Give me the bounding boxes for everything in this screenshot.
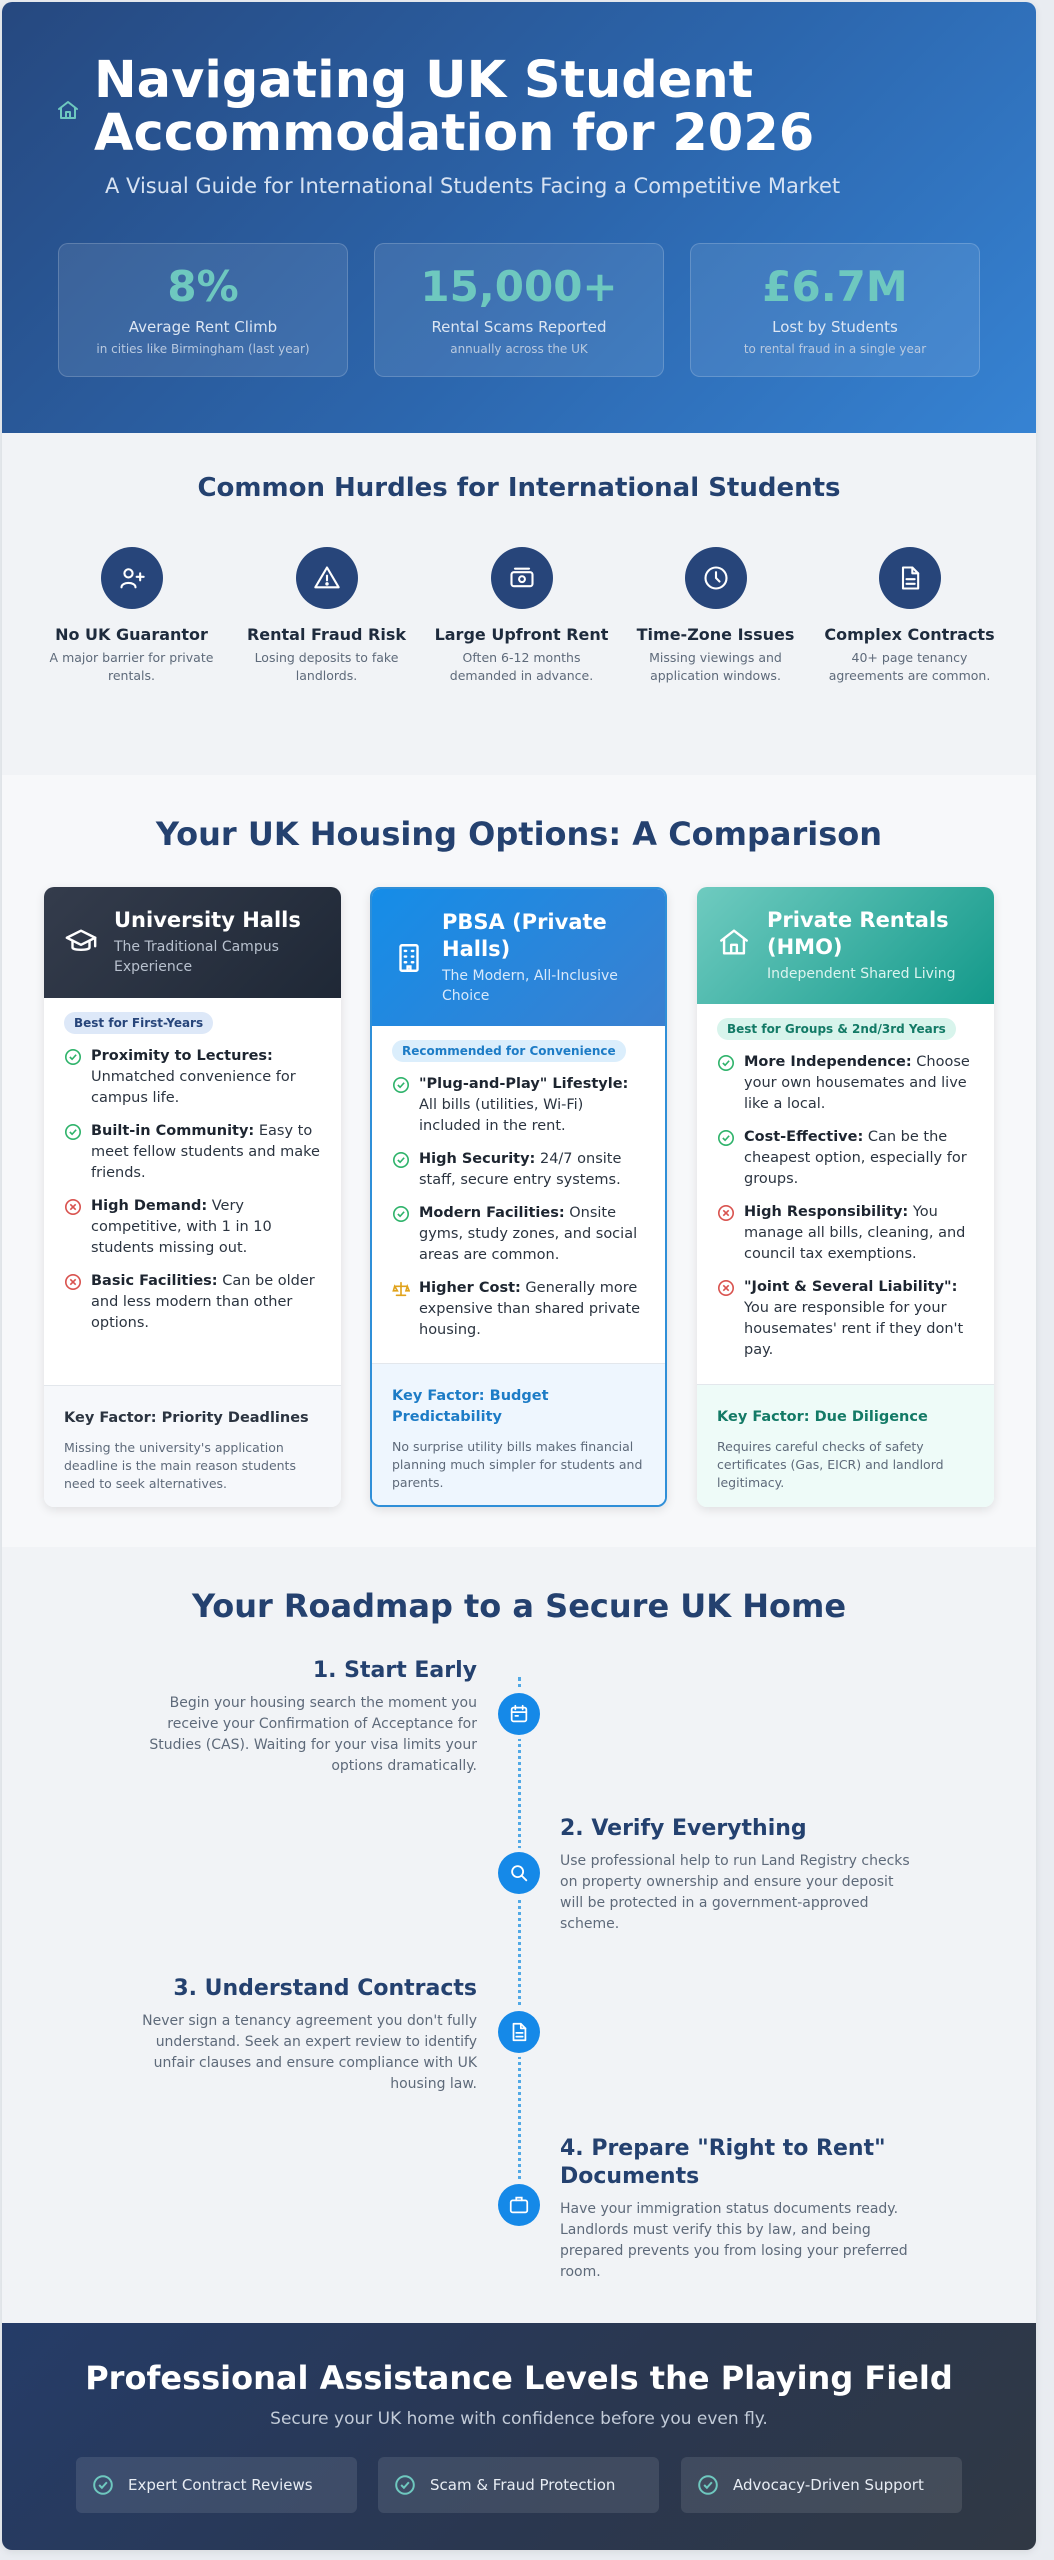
cta-feature bbox=[76, 2457, 357, 2513]
point-bold: More Independence: bbox=[744, 1054, 912, 1070]
roadmap-step bbox=[560, 2135, 915, 2283]
timeline-node bbox=[498, 1693, 540, 1735]
options-title: Your UK Housing Options: A Comparison bbox=[155, 815, 883, 853]
point-text: You manage all bills, cleaning, and council tax exemptions. bbox=[744, 1204, 966, 1262]
timeline-line bbox=[518, 1677, 521, 2217]
clock-icon bbox=[702, 564, 730, 592]
hurdle-desc: Often 6-12 months demanded in advance. bbox=[449, 650, 594, 683]
check-icon bbox=[392, 1151, 410, 1169]
card-badge: Best for Groups & 2nd/3rd Years bbox=[717, 1018, 956, 1040]
stat-value: 8% bbox=[167, 262, 239, 311]
document-icon bbox=[508, 2021, 530, 2043]
card-footer bbox=[697, 1384, 994, 1507]
point-bold: Modern Facilities: bbox=[419, 1205, 565, 1221]
card-point bbox=[64, 1046, 321, 1109]
card-subtitle: The Modern, All-Inclusive Choice bbox=[442, 968, 618, 1004]
check-icon bbox=[392, 1205, 410, 1223]
stat-sub: in cities like Birmingham (last year) bbox=[96, 342, 310, 356]
card-footer bbox=[44, 1385, 341, 1507]
card-point bbox=[717, 1202, 974, 1265]
step-title: 3. Understand Contracts bbox=[173, 1976, 477, 2001]
option-card-pbsa bbox=[370, 887, 667, 1507]
roadmap-step bbox=[122, 1657, 477, 1777]
stat-sub: to rental fraud in a single year bbox=[743, 342, 927, 356]
cross-icon bbox=[64, 1273, 82, 1291]
card-point bbox=[392, 1074, 645, 1137]
point-bold: "Joint & Several Liability": bbox=[744, 1279, 958, 1295]
hurdle-desc: A major barrier for private rentals. bbox=[49, 650, 214, 683]
hurdle-item bbox=[239, 547, 414, 685]
cta-feature bbox=[378, 2457, 659, 2513]
key-factor-title: Key Factor: Budget Predictability bbox=[392, 1388, 549, 1425]
stat-label: Average Rent Climb bbox=[128, 318, 278, 336]
cta-section bbox=[2, 2323, 1036, 2550]
point-bold: High Responsibility: bbox=[744, 1204, 909, 1220]
roadmap-title: Your Roadmap to a Secure UK Home bbox=[191, 1587, 847, 1625]
hurdle-item bbox=[822, 547, 997, 685]
hurdle-title: Time-Zone Issues bbox=[636, 625, 795, 644]
card-badge: Recommended for Convenience bbox=[392, 1040, 626, 1062]
point-text: 24/7 onsite staff, secure entry systems. bbox=[419, 1151, 622, 1188]
option-card-private-rentals bbox=[697, 887, 994, 1507]
point-text: Easy to meet fellow students and make friends. bbox=[91, 1123, 320, 1181]
cta-title: Professional Assistance Levels the Playing Field bbox=[85, 2359, 953, 2397]
hurdle-desc: Losing deposits to fake landlords. bbox=[254, 650, 399, 683]
hurdle-desc: 40+ page tenancy agreements are common. bbox=[828, 650, 991, 683]
roadmap-section bbox=[2, 1547, 1036, 2323]
hurdle-desc: Missing viewings and application windows. bbox=[649, 650, 782, 683]
hurdle-item bbox=[44, 547, 219, 685]
money-icon bbox=[508, 564, 536, 592]
options-section bbox=[2, 775, 1036, 1547]
step-desc: Never sign a tenancy agreement you don't fully understand. Seek an expert review to identify unfair clauses and ensure compliance with UK housing law. bbox=[142, 2013, 477, 2092]
option-card-university-halls bbox=[44, 887, 341, 1507]
point-bold: Built-in Community: bbox=[91, 1123, 255, 1139]
point-text: All bills (utilities, Wi-Fi) included in the rent. bbox=[419, 1097, 584, 1134]
cta-feature-label: Advocacy-Driven Support bbox=[733, 2476, 924, 2494]
stat-label: Rental Scams Reported bbox=[431, 318, 607, 336]
card-title: PBSA (Private Halls) bbox=[442, 910, 607, 961]
point-text: Very competitive, with 1 in 10 students missing out. bbox=[91, 1198, 272, 1256]
hurdles-title: Common Hurdles for International Students bbox=[197, 473, 841, 503]
step-title: 2. Verify Everything bbox=[560, 1816, 807, 1841]
stat-value: 15,000+ bbox=[420, 262, 618, 311]
card-footer bbox=[372, 1363, 665, 1505]
point-bold: High Security: bbox=[419, 1151, 536, 1167]
roadmap-step bbox=[122, 1975, 477, 2095]
check-icon bbox=[394, 2474, 416, 2496]
key-factor-desc: Missing the university's application deadline is the main reason students need to seek alternatives. bbox=[64, 1440, 296, 1491]
page-subtitle: A Visual Guide for International Students Facing a Competitive Market bbox=[105, 174, 841, 198]
point-bold: Cost-Effective: bbox=[744, 1129, 864, 1145]
card-point bbox=[717, 1277, 974, 1361]
key-factor-title: Key Factor: Due Diligence bbox=[717, 1409, 928, 1425]
stat-sub: annually across the UK bbox=[450, 342, 588, 356]
cta-feature-label: Expert Contract Reviews bbox=[128, 2476, 313, 2494]
infographic-page bbox=[2, 2, 1036, 2550]
point-text: Can be the cheapest option, especially for groups. bbox=[744, 1129, 967, 1187]
stat-card bbox=[374, 243, 664, 377]
warning-icon bbox=[313, 564, 341, 592]
check-icon bbox=[697, 2474, 719, 2496]
building-icon bbox=[392, 941, 426, 975]
cta-feature-label: Scam & Fraud Protection bbox=[430, 2476, 616, 2494]
card-point bbox=[64, 1121, 321, 1184]
step-desc: Begin your housing search the moment you receive your Confirmation of Acceptance for Studies (CAS). Waiting for your visa limits your options dramatically. bbox=[149, 1695, 477, 1774]
cross-icon bbox=[717, 1279, 735, 1297]
card-subtitle: The Traditional Campus Experience bbox=[114, 939, 279, 975]
card-point bbox=[64, 1196, 321, 1259]
key-factor-desc: Requires careful checks of safety certificates (Gas, EICR) and landlord legitimacy. bbox=[717, 1439, 944, 1490]
check-icon bbox=[392, 1076, 410, 1094]
card-point bbox=[64, 1271, 321, 1334]
point-text: Unmatched convenience for campus life. bbox=[91, 1069, 296, 1106]
stat-card bbox=[58, 243, 348, 377]
card-subtitle: Independent Shared Living bbox=[767, 966, 956, 982]
card-badge: Best for First-Years bbox=[64, 1012, 213, 1034]
cross-icon bbox=[64, 1198, 82, 1216]
card-title: Private Rentals (HMO) bbox=[767, 908, 949, 959]
card-point bbox=[392, 1278, 645, 1341]
hurdle-title: No UK Guarantor bbox=[55, 625, 208, 644]
page-title: Navigating UK Student Accommodation for 2026 bbox=[94, 51, 815, 163]
card-title: University Halls bbox=[114, 908, 301, 932]
step-title: 4. Prepare "Right to Rent" Documents bbox=[560, 2136, 886, 2189]
calendar-icon bbox=[508, 1703, 530, 1725]
point-text: You are responsible for your housemates' rent if they don't pay. bbox=[744, 1300, 964, 1358]
roadmap-step bbox=[560, 1815, 915, 1935]
card-point bbox=[717, 1127, 974, 1190]
briefcase-icon bbox=[508, 2194, 530, 2216]
point-text: Can be older and less modern than other options. bbox=[91, 1273, 315, 1331]
check-icon bbox=[64, 1048, 82, 1066]
stat-value: £6.7M bbox=[762, 262, 908, 311]
hurdle-title: Large Upfront Rent bbox=[434, 625, 609, 644]
step-desc: Use professional help to run Land Registry checks on property ownership and ensure your deposit will be protected in a government-approved scheme. bbox=[560, 1853, 910, 1932]
cross-icon bbox=[717, 1204, 735, 1222]
point-bold: High Demand: bbox=[91, 1198, 208, 1214]
point-bold: "Plug-and-Play" Lifestyle: bbox=[419, 1076, 629, 1092]
timeline-node bbox=[498, 2184, 540, 2226]
cta-feature bbox=[681, 2457, 962, 2513]
card-point bbox=[717, 1052, 974, 1115]
hurdle-item bbox=[628, 547, 803, 685]
hurdle-title: Complex Contracts bbox=[824, 625, 995, 644]
point-text: Choose your own housemates and live like a local. bbox=[744, 1054, 970, 1112]
stat-card bbox=[690, 243, 980, 377]
point-bold: Proximity to Lectures: bbox=[91, 1048, 273, 1064]
point-text: Generally more expensive than shared private housing. bbox=[419, 1280, 641, 1338]
check-icon bbox=[717, 1054, 735, 1072]
hurdle-title: Rental Fraud Risk bbox=[246, 625, 407, 644]
search-icon bbox=[508, 1862, 530, 1884]
home-icon bbox=[56, 98, 80, 122]
point-bold: Higher Cost: bbox=[419, 1280, 521, 1296]
key-factor-desc: No surprise utility bills makes financial planning much simpler for students and parents. bbox=[392, 1439, 643, 1490]
graduation-cap-icon bbox=[64, 925, 98, 959]
card-point bbox=[392, 1149, 645, 1191]
timeline-node bbox=[498, 2011, 540, 2053]
user-plus-icon bbox=[118, 564, 146, 592]
step-title: 1. Start Early bbox=[312, 1658, 477, 1683]
hurdle-item bbox=[434, 547, 609, 685]
check-icon bbox=[92, 2474, 114, 2496]
hurdles-section bbox=[2, 433, 1036, 775]
point-text: Onsite gyms, study zones, and social areas are common. bbox=[419, 1205, 638, 1263]
check-icon bbox=[717, 1129, 735, 1147]
stat-label: Lost by Students bbox=[772, 318, 898, 336]
card-point bbox=[392, 1203, 645, 1266]
scale-icon bbox=[392, 1280, 410, 1298]
point-bold: Basic Facilities: bbox=[91, 1273, 218, 1289]
house-icon bbox=[717, 925, 751, 959]
hero-section bbox=[2, 2, 1036, 433]
step-desc: Have your immigration status documents ready. Landlords must verify this by law, and being prepared prevents you from losing your preferred room. bbox=[560, 2201, 908, 2280]
document-icon bbox=[896, 564, 924, 592]
check-icon bbox=[64, 1123, 82, 1141]
cta-subtitle: Secure your UK home with confidence before you even fly. bbox=[270, 2409, 768, 2429]
key-factor-title: Key Factor: Priority Deadlines bbox=[64, 1410, 309, 1426]
timeline-node bbox=[498, 1852, 540, 1894]
